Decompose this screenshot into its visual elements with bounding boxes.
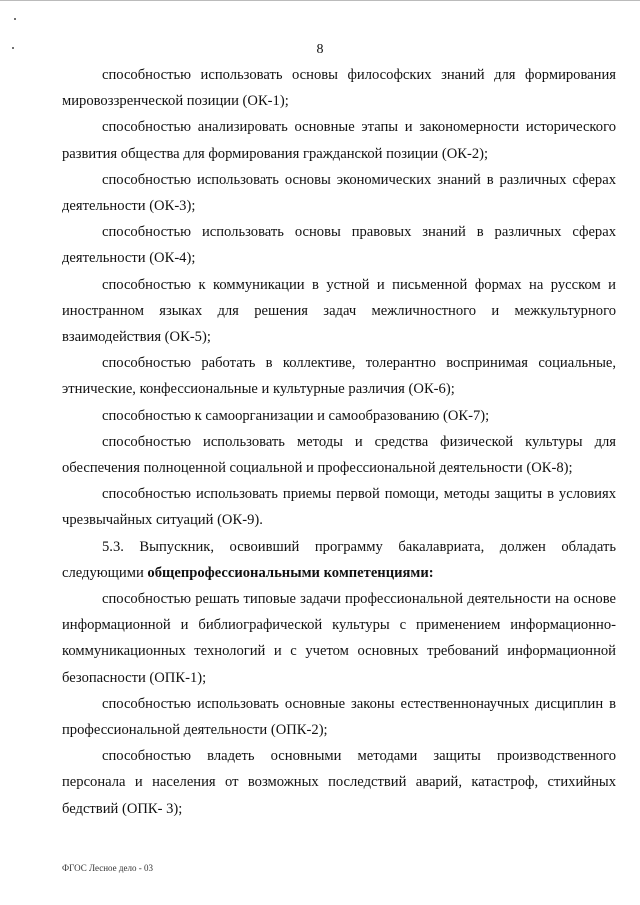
competence-opk-2: способностью использовать основные законы естественнонаучных дисциплин в профессиональной деятельности (ОПК-2); [62,695,616,739]
section-intro-text: 5.3. Выпускник, освоивший программу бакалавриата, должен обладать следующими [62,538,616,581]
competence-ok-9: способностью использовать приемы первой помощи, методы защиты в условиях чрезвычайных ситуаций (ОК-9). [62,486,616,529]
competence-opk-1: способностью решать типовые задачи профессиональной деятельности на основе информационной и библиографической культуры с применением информационно-коммуникационных технологий и с учетом основных требований информационной безопасности (ОПК-1); [62,591,616,686]
competence-ok-1: способностью использовать основы философских знаний для формирования мировоззренческой позиции (ОК-1); [62,67,616,110]
document-body [62,62,616,822]
page-footer: ФГОС Лесное дело - 03 [62,863,153,873]
scan-top-edge [0,0,640,1]
competence-ok-2: способностью анализировать основные этапы и закономерности исторического развития общества для формирования гражданской позиции (ОК-2); [62,119,616,162]
section-5-3-intro [62,534,616,586]
page-number: 8 [316,42,324,57]
competence-ok-4: способностью использовать основы правовых знаний в различных сферах деятельности (ОК-4); [62,224,616,267]
competence-ok-7: способностью к самоорганизации и самообразованию (ОК-7); [102,407,490,424]
competence-ok-3: способностью использовать основы экономических знаний в различных сферах деятельности (ОК-3); [62,171,616,215]
competence-opk-3: способностью владеть основными методами защиты производственного персонала и населения от возможных последствий аварий, катастроф, стихийных бедствий (ОПК- 3); [62,748,616,817]
competence-ok-6: способностью работать в коллективе, толерантно воспринимая социальные, этнические, конфессиональные и культурные различия (ОК-6); [62,355,616,398]
scan-speck [14,18,16,20]
section-intro-bold: общепрофессиональными компетенциями: [147,564,434,581]
competence-ok-5: способностью к коммуникации в устной и письменной формах на русском и иностранном языках для решения задач межличностного и межкультурного взаимодействия (ОК-5); [62,276,616,346]
competence-ok-8: способностью использовать методы и средства физической культуры для обеспечения полноценной социальной и профессиональной деятельности (ОК-8); [62,433,616,477]
